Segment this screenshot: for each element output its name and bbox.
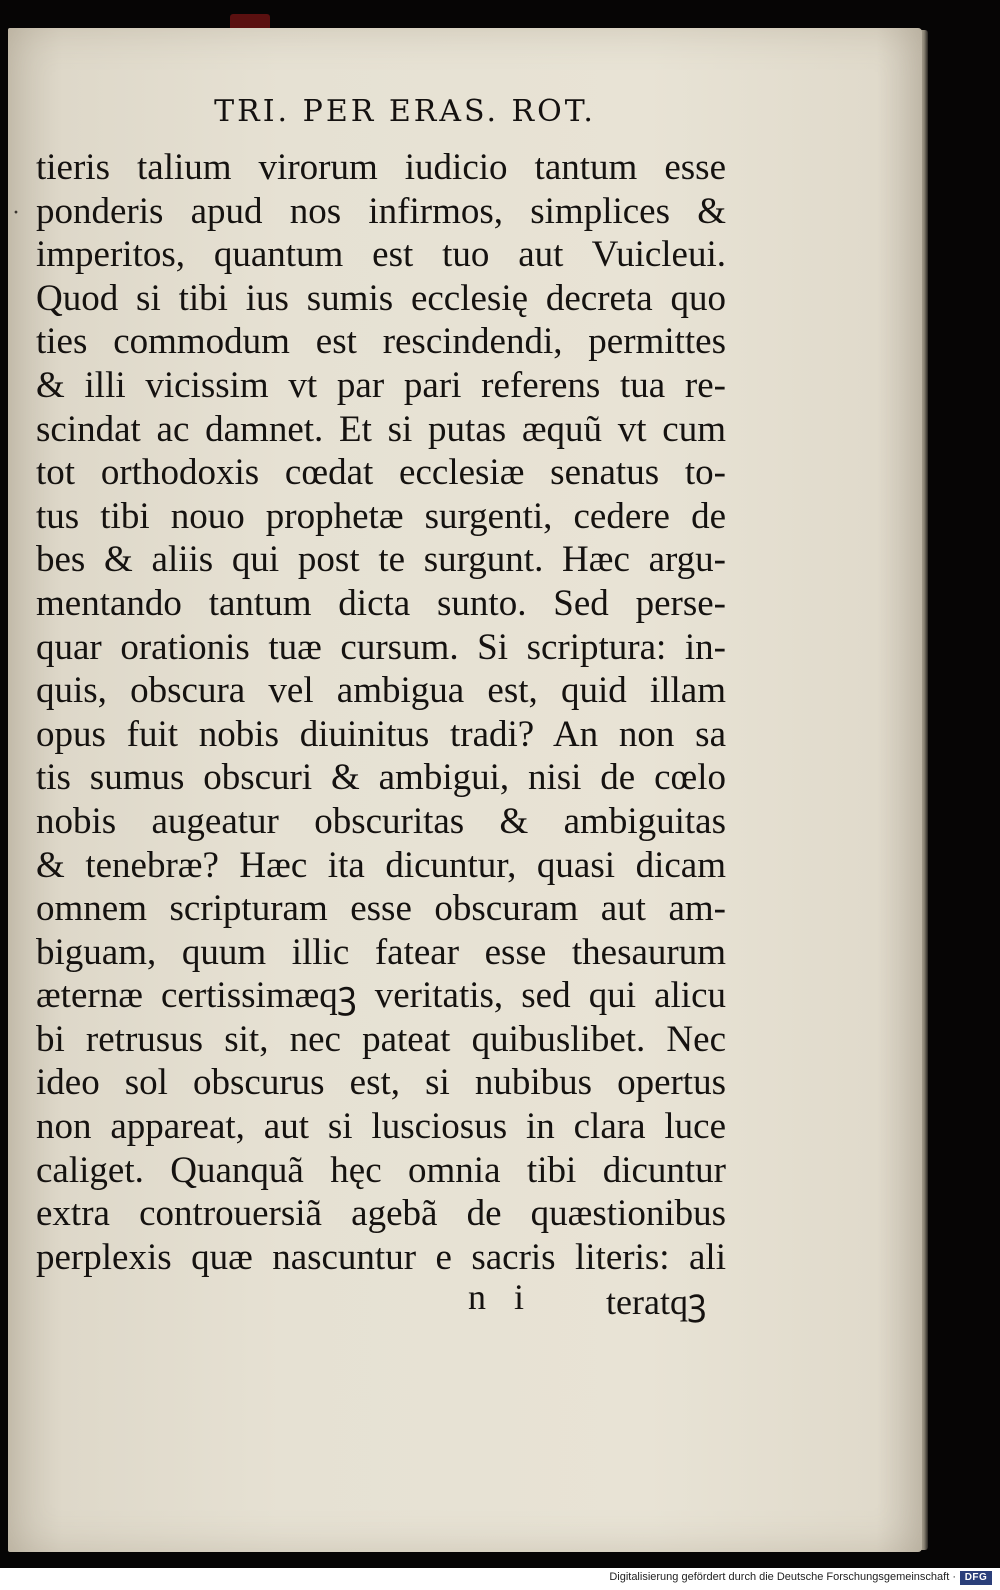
text-line: Quod si tibi ius sumis ecclesię decreta quo: [36, 277, 726, 319]
text-line: & tenebræ? Hæc ita dicuntur, quasi dicam: [36, 844, 726, 886]
funding-credit: Digitalisierung gefördert durch die Deutsche Forschungsgemeinschaft ·: [609, 1571, 956, 1583]
catchwords-line: [36, 1276, 726, 1320]
text-line: nobis augeatur obscuritas & ambiguitas: [36, 800, 726, 842]
text-line: perplexis quæ nascuntur e sacris literis: ali: [36, 1236, 726, 1278]
text-line: scindat ac damnet. Et si putas æquũ vt cum: [36, 408, 726, 450]
margin-mark: ·: [12, 200, 20, 226]
text-line: biguam, quum illic fatear esse thesaurum: [36, 931, 726, 973]
text-line: æternæ certissimæqꝫ veritatis, sed qui alicu: [36, 975, 726, 1017]
text-line: bes & aliis qui post te surgunt. Hæc argu-: [36, 539, 726, 581]
text-line: ties commodum est rescindendi, permittes: [36, 321, 726, 363]
text-line: caliget. Quanquã hęc omnia tibi dicuntur: [36, 1149, 726, 1191]
signature-mark: n: [468, 1277, 486, 1317]
signature-mark: i: [514, 1277, 525, 1317]
catchword: teratqꝫ: [606, 1282, 707, 1322]
text-line: extra controuersiã agebã de quæstionibus: [36, 1193, 726, 1235]
text-block: [36, 146, 726, 1279]
dfg-logo-icon: DFG: [960, 1571, 992, 1585]
text-line: imperitos, quantum est tuo aut Vuicleui.: [36, 234, 726, 276]
text-line: tot orthodoxis cœdat ecclesiæ senatus to-: [36, 452, 726, 494]
text-line: mentando tantum dicta sunto. Sed perse-: [36, 582, 726, 624]
text-line: quar orationis tuæ cursum. Si scriptura: in-: [36, 626, 726, 668]
text-line: ideo sol obscurus est, si nubibus opertus: [36, 1062, 726, 1104]
text-line: non appareat, aut si lusciosus in clara luce: [36, 1106, 726, 1148]
text-line: tieris talium virorum iudicio tantum esse: [36, 147, 726, 188]
text-line: & illi vicissim vt par pari referens tua re-: [36, 364, 726, 406]
text-line: tis sumus obscuri & ambigui, nisi de cœlo: [36, 757, 726, 799]
text-line: omnem scripturam esse obscuram aut am-: [36, 888, 726, 930]
running-head: TRI. PER ERAS. ROT.: [214, 94, 596, 129]
text-line: ponderis apud nos infirmos, simplices &: [36, 190, 726, 232]
text-line: quis, obscura vel ambigua est, quid illam: [36, 670, 726, 712]
text-line: bi retrusus sit, nec pateat quibuslibet. Nec: [36, 1018, 726, 1060]
text-line: tus tibi nouo prophetæ surgenti, cedere de: [36, 495, 726, 537]
text-line: opus fuit nobis diuinitus tradi? An non sa: [36, 713, 726, 755]
footer-bar: [0, 1568, 1000, 1590]
